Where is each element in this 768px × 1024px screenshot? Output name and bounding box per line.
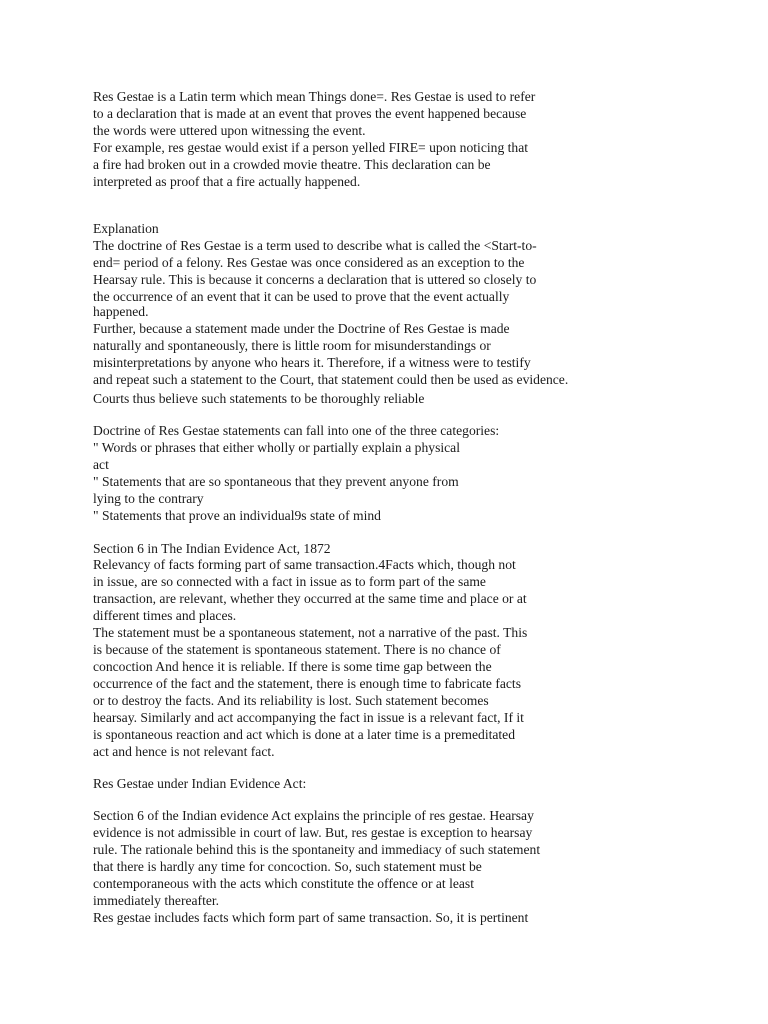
- text-line: interpreted as proof that a fire actually happened.: [93, 174, 361, 189]
- text-line: Hearsay rule. This is because it concerns a declaration that is uttered so closely to: [93, 272, 537, 287]
- text-line: Res Gestae is a Latin term which mean Things done=. Res Gestae is used to refer: [93, 89, 536, 104]
- text-line: end= period of a felony. Res Gestae was once considered as an exception to the: [93, 255, 525, 270]
- text-line: Section 6 of the Indian evidence Act explains the principle of res gestae. Hearsay: [93, 808, 534, 823]
- text-line: For example, res gestae would exist if a person yelled FIRE= upon noticing that: [93, 140, 529, 155]
- text-line: evidence is not admissible in court of law. But, res gestae is exception to hearsay: [93, 825, 533, 840]
- list-item: " Words or phrases that either wholly or partially explain a physical: [93, 440, 460, 455]
- text-line: hearsay. Similarly and act accompanying the fact in issue is a relevant fact, If it: [93, 710, 524, 725]
- text-line: contemporaneous with the acts which constitute the offence or at least: [93, 876, 475, 891]
- text-line: immediately thereafter.: [93, 893, 220, 908]
- text-line: or to destroy the facts. And its reliability is lost. Such statement becomes: [93, 693, 489, 708]
- section-heading: Section 6 in The Indian Evidence Act, 1872: [93, 541, 331, 556]
- text-line: The doctrine of Res Gestae is a term used to describe what is called the <Start-to-: [93, 238, 537, 253]
- text-line: that there is hardly any time for concoction. So, such statement must be: [93, 859, 482, 874]
- text-line: is because of the statement is spontaneous statement. There is no chance of: [93, 642, 501, 657]
- list-item: " Statements that prove an individual9s state of mind: [93, 508, 381, 523]
- text-line: different times and places.: [93, 608, 237, 623]
- text-line: Relevancy of facts forming part of same transaction.4Facts which, though not: [93, 557, 516, 572]
- text-line: in issue, are so connected with a fact in issue as to form part of the same: [93, 574, 486, 589]
- text-line: Res gestae includes facts which form part of same transaction. So, it is pertinent: [93, 910, 529, 925]
- text-line: the occurrence of an event that it can be used to prove that the event actually: [93, 289, 510, 304]
- text-line: the words were uttered upon witnessing the event.: [93, 123, 366, 138]
- section-heading: Res Gestae under Indian Evidence Act:: [93, 776, 307, 791]
- text-line: Doctrine of Res Gestae statements can fall into one of the three categories:: [93, 423, 500, 438]
- section-heading: Explanation: [93, 221, 159, 236]
- text-line: rule. The rationale behind this is the spontaneity and immediacy of such statement: [93, 842, 541, 857]
- text-line: to a declaration that is made at an event that proves the event happened because: [93, 106, 527, 121]
- list-item-continuation: act: [93, 457, 109, 472]
- text-line: Further, because a statement made under the Doctrine of Res Gestae is made: [93, 321, 510, 336]
- text-line: occurrence of the fact and the statement, there is enough time to fabricate facts: [93, 676, 522, 691]
- text-line: naturally and spontaneously, there is little room for misunderstandings or: [93, 338, 491, 353]
- text-line: a fire had broken out in a crowded movie theatre. This declaration can be: [93, 157, 491, 172]
- text-line: concoction And hence it is reliable. If there is some time gap between the: [93, 659, 492, 674]
- list-item-continuation: lying to the contrary: [93, 491, 204, 506]
- text-line: is spontaneous reaction and act which is done at a later time is a premeditated: [93, 727, 516, 742]
- text-line: happened.: [93, 304, 149, 319]
- list-item: " Statements that are so spontaneous that they prevent anyone from: [93, 474, 459, 489]
- text-line: The statement must be a spontaneous statement, not a narrative of the past. This: [93, 625, 528, 640]
- text-line: Courts thus believe such statements to be thoroughly reliable: [93, 391, 425, 406]
- text-line: act and hence is not relevant fact.: [93, 744, 275, 759]
- text-line: transaction, are relevant, whether they occurred at the same time and place or at: [93, 591, 527, 606]
- text-line: misinterpretations by anyone who hears it. Therefore, if a witness were to testify: [93, 355, 531, 370]
- text-line: and repeat such a statement to the Court, that statement could then be used as evidence.: [93, 372, 569, 387]
